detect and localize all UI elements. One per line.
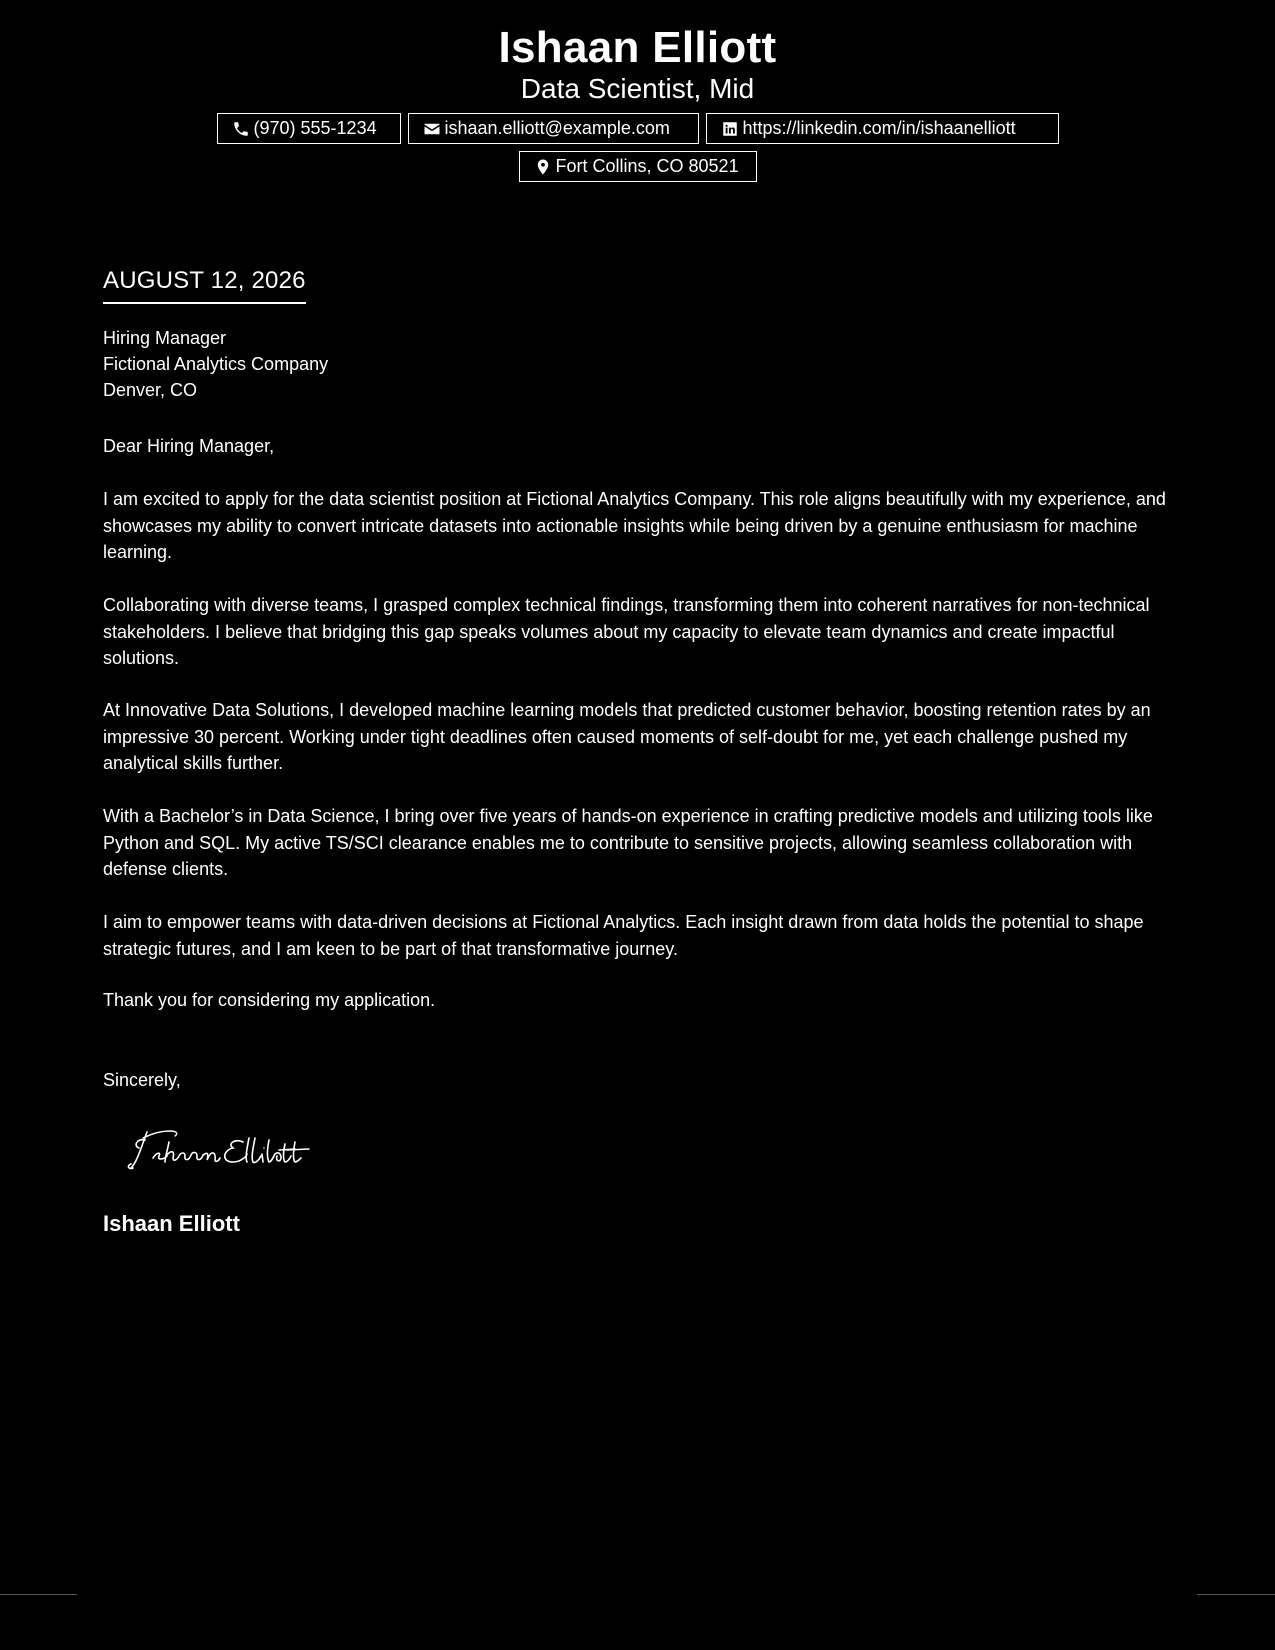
body-paragraph: Collaborating with diverse teams, I grasped complex technical findings, transforming them into coherent narratives for non-technical stakeholders. I believe that bridging this gap speaks volumes about my capacity to elevate team dynamics and create impactful solutions.: [103, 595, 1150, 668]
signed-name: Ishaan Elliott: [103, 1211, 240, 1236]
thanks-line: Thank you for considering my application.: [103, 990, 436, 1010]
email-text: ishaan.elliott@example.com: [444, 118, 670, 138]
map-marker-icon: [534, 158, 552, 176]
phone-icon: [232, 120, 250, 138]
body-paragraph: I am excited to apply for the data scientist position at Fictional Analytics Company. This role aligns beautifully with my experience, and showcases my ability to convert intricate datasets into actionable insights while being driven by a genuine enthusiasm for machine learning.: [103, 489, 1166, 562]
recipient-company: Fictional Analytics Company: [103, 354, 329, 374]
location-text: Fort Collins, CO 80521: [555, 156, 739, 176]
linkedin-text: https://linkedin.com/in/ishaanelliott: [742, 118, 1016, 138]
body-paragraph: I aim to empower teams with data-driven decisions at Fictional Analytics. Each insight drawn from data holds the potential to shape strategic futures, and I am keen to be part of that transformative journey.: [103, 912, 1144, 959]
body-paragraph: At Innovative Data Solutions, I developed machine learning models that predicted customer behavior, boosting retention rates by an impressive 30 percent. Working under tight deadlines often caused moments of self-doubt for me, yet each challenge pushed my analytical skills further.: [103, 700, 1151, 773]
linkedin-icon: [721, 120, 739, 138]
linkedin-contact[interactable]: [706, 113, 1059, 144]
contact-row: [0, 113, 1275, 144]
recipient-line: Hiring Manager: [103, 328, 227, 348]
body-paragraph: With a Bachelor’s in Data Science, I bring over five years of hands-on experience in crafting predictive models and utilizing tools like Python and SQL. My active TS/SCI clearance enables me to contribute to sensitive projects, allowing seamless collaboration with defense clients.: [103, 806, 1153, 879]
phone-contact[interactable]: [217, 113, 401, 144]
recipient-block: [103, 325, 328, 403]
contact-row-2: [0, 151, 1275, 182]
salutation: Dear Hiring Manager,: [103, 436, 275, 456]
footer-divider-right: [1197, 1594, 1275, 1595]
applicant-name: Ishaan Elliott: [498, 23, 777, 72]
signature-image: [123, 1118, 363, 1178]
email-contact[interactable]: [408, 113, 699, 144]
letter-date: AUGUST 12, 2026: [103, 265, 306, 304]
recipient-location: Denver, CO: [103, 380, 198, 400]
closing: Sincerely,: [103, 1070, 181, 1090]
envelope-icon: [423, 120, 441, 138]
job-title: Data Scientist, Mid: [520, 73, 755, 104]
footer-divider-left: [0, 1594, 77, 1595]
phone-text: (970) 555-1234: [253, 118, 377, 138]
location-contact[interactable]: [519, 151, 757, 182]
